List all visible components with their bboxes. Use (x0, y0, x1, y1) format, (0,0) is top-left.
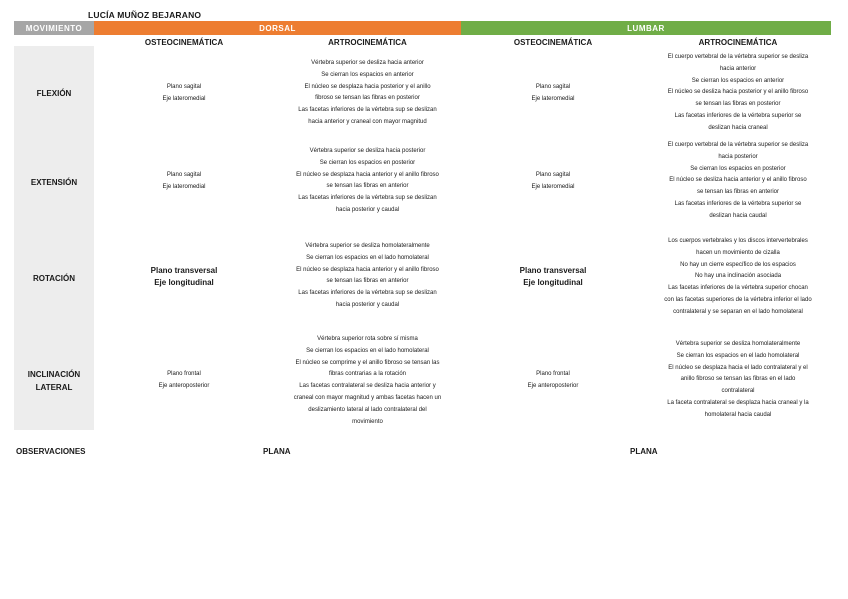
subheader-lumbar-artro: ARTROCINEMÁTICA (698, 38, 778, 47)
text-line: Plano frontal (536, 371, 570, 377)
text-line: Se cierran los espacios en el lado homolateral (306, 254, 429, 261)
text-line: Se cierran los espacios en posterior (319, 159, 416, 166)
rotacion-lumbar-osteo (461, 265, 645, 289)
text-line: El núcleo se desplaza hacia anterior y el anillo fibroso (296, 266, 439, 273)
text-line: Plano sagital (166, 172, 202, 178)
text-line: Las facetas inferiores de la vértebra superior se (674, 200, 802, 207)
row-label-rotacion (14, 272, 94, 285)
text-line: se tensan las fibras en anterior (326, 183, 409, 190)
subheader-dorsal-osteo: OSTEOCINEMÁTICA (144, 38, 224, 47)
text-line: hacia posterior (718, 153, 758, 160)
flexion-lumbar-osteo (461, 82, 645, 106)
text-line: anillo fibroso se tensan las fibras en el lado (680, 376, 796, 383)
text-line: Plano sagital (535, 172, 571, 178)
text-line: El núcleo se desplaza hacia el lado contralateral y el (668, 364, 808, 371)
extension-dorsal-artro (274, 146, 461, 217)
row-label-inclinacion-lateral (14, 368, 94, 394)
subheader-lumbar-osteo: OSTEOCINEMÁTICA (513, 38, 593, 47)
text-line: Vértebra superior rota sobre sí misma (317, 336, 418, 342)
text-line: Vértebra superior se desliza homolateralmente (675, 341, 801, 347)
text-line: Las facetas inferiores de la vértebra superior chocan (668, 285, 808, 292)
text-line: Eje longitudinal (154, 278, 214, 287)
text-line: Los cuerpos vertebrales y los discos intervertebrales (668, 238, 808, 244)
text-line: deslizan hacia caudal (709, 212, 767, 219)
text-line: El núcleo se desplaza hacia posterior y el anillo (304, 83, 431, 90)
text-line: Plano transversal (150, 266, 218, 275)
text-line: No hay una inclinación asociada (694, 273, 782, 280)
text-line: hacia anterior y craneal con mayor magnitud (308, 118, 427, 125)
text-line: Vértebra superior se desliza hacia anterior (311, 60, 424, 66)
text-line: Eje lateromedial (531, 183, 575, 190)
text-line: Eje anteroposterior (527, 382, 579, 389)
row-label-line: LATERAL (35, 383, 73, 392)
inclinacion-lumbar-artro (645, 339, 831, 422)
observaciones-label: OBSERVACIONES (16, 447, 86, 456)
text-line: Se cierran los espacios en el lado homolateral (306, 347, 429, 354)
rotacion-dorsal-osteo (94, 265, 274, 289)
text-line: craneal con mayor magnitud y ambas facetas hacen un (293, 394, 442, 401)
text-line: Eje anteroposterior (158, 382, 210, 389)
text-line: hacia posterior y caudal (335, 301, 400, 308)
text-line: Se cierran los espacios en el lado homolateral (676, 352, 800, 359)
extension-dorsal-osteo (94, 170, 274, 194)
text-line: El cuerpo vertebral de la vértebra superior se desliza (667, 54, 809, 60)
extension-lumbar-osteo (461, 170, 645, 194)
observaciones-lumbar: PLANA (630, 447, 658, 456)
text-line: Plano sagital (535, 84, 571, 90)
text-line: Se cierran los espacios en posterior (690, 165, 786, 172)
text-line: Se cierran los espacios en anterior (321, 71, 414, 78)
row-label-line: INCLINACIÓN (27, 370, 81, 379)
text-line: El cuerpo vertebral de la vértebra superior se desliza (667, 142, 809, 148)
text-line: Vértebra superior se desliza hacia posterior (309, 148, 426, 154)
text-line: deslizan hacia craneal (708, 124, 768, 131)
rotacion-dorsal-artro (274, 241, 461, 312)
text-line: Se cierran los espacios en anterior (691, 77, 785, 84)
text-line: contralateral (721, 388, 755, 395)
row-label-flexion (14, 87, 94, 100)
inclinacion-dorsal-artro (274, 334, 461, 428)
text-line: Las facetas inferiores de la vértebra superior se (674, 112, 802, 119)
rotacion-lumbar-artro (645, 236, 831, 319)
observaciones-dorsal: PLANA (263, 447, 291, 456)
text-line: movimiento (352, 418, 383, 425)
flexion-dorsal-osteo (94, 82, 274, 106)
text-line: La faceta contralateral se desplaza hacia craneal y la (667, 399, 809, 406)
text-line: se tensan las fibras en posterior (695, 101, 781, 108)
text-line: se tensan las fibras en anterior (696, 189, 780, 196)
header-dorsal: DORSAL (94, 21, 461, 35)
text-line: Las facetas inferiores de la vértebra sup se deslizan (298, 290, 437, 297)
row-label-line: ROTACIÓN (32, 274, 76, 283)
text-line: Vértebra superior se desliza homolateralmente (305, 243, 430, 249)
text-line: Eje lateromedial (162, 95, 206, 102)
extension-lumbar-artro (645, 140, 831, 223)
row-label-extension (14, 176, 94, 189)
text-line: El núcleo se desplaza hacia anterior y el anillo fibroso (296, 171, 439, 178)
author-name: LUCÍA MUÑOZ BEJARANO (88, 10, 202, 20)
text-line: Plano transversal (519, 266, 587, 275)
text-line: El núcleo se desliza hacia posterior y el anillo fibroso (667, 89, 809, 96)
text-line: Las facetas contralateral se desliza hacia anterior y (299, 383, 436, 390)
subheader-dorsal-artro: ARTROCINEMÁTICA (328, 38, 407, 47)
text-line: se tensan las fibras en anterior (326, 278, 409, 285)
text-line: El núcleo se desliza hacia anterior y el anillo fibroso (669, 177, 807, 184)
flexion-lumbar-artro (645, 52, 831, 135)
text-line: Eje longitudinal (523, 278, 583, 287)
text-line: hacia posterior y caudal (335, 206, 400, 213)
text-line: homolateral hacia caudal (704, 411, 772, 418)
text-line: Eje lateromedial (162, 183, 206, 190)
text-line: fibras contrarias a la rotación (328, 371, 407, 378)
text-line: deslizamiento lateral al lado contralateral del (308, 406, 427, 413)
inclinacion-dorsal-osteo (94, 369, 274, 393)
text-line: Plano sagital (166, 84, 202, 90)
inclinacion-lumbar-osteo (461, 369, 645, 393)
text-line: contralateral y se separan en el lado homolateral (673, 308, 803, 315)
header-lumbar: LUMBAR (461, 21, 831, 35)
text-line: fibroso se tensan las fibras en posterior (315, 95, 420, 102)
row-label-line: FLEXIÓN (36, 89, 72, 98)
text-line: Las facetas inferiores de la vértebra sup se deslizan (298, 195, 437, 202)
header-movimiento: MOVIMIENTO (14, 21, 94, 35)
text-line: Plano frontal (167, 371, 201, 377)
text-line: No hay un cierre específico de los espacios (680, 261, 796, 268)
text-line: Eje lateromedial (531, 95, 575, 102)
flexion-dorsal-artro (274, 58, 461, 129)
text-line: con las facetas superiores de la vértebra inferior el lado (664, 296, 812, 303)
text-line: El núcleo se comprime y el anillo fibroso se tensan las (295, 359, 440, 366)
text-line: Las facetas inferiores de la vértebra sup se deslizan (298, 107, 437, 114)
row-label-line: EXTENSIÓN (30, 178, 78, 187)
text-line: hacia anterior (719, 65, 757, 72)
text-line: hacen un movimiento de cizalla (696, 249, 780, 256)
